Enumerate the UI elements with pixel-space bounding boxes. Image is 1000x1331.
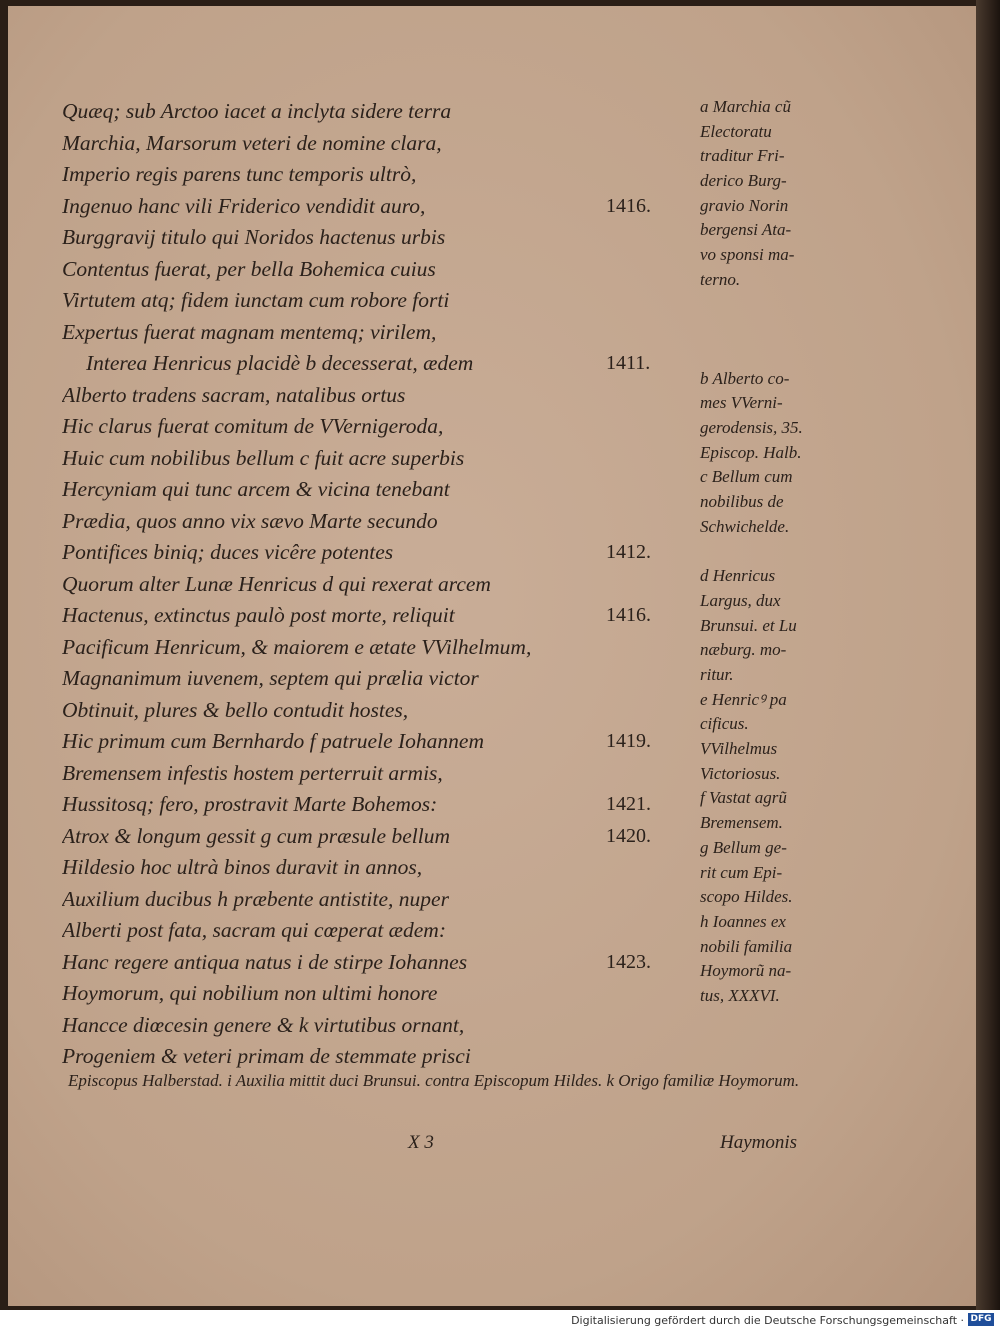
verse-column xyxy=(62,96,622,1073)
verse-line: Hic primum cum Bernhardo f patruele Iohannem xyxy=(62,729,484,753)
side-note-line: VVilhelmus xyxy=(700,739,778,759)
year-marker: 1416. xyxy=(606,604,651,626)
side-note-line: ritur. xyxy=(700,665,734,685)
side-note-line: terno. xyxy=(700,269,741,289)
side-note-line: Electoratu xyxy=(700,121,772,141)
side-note-line: Episcop. Halb. xyxy=(700,442,802,462)
verse-line: Hancce diœcesin genere & k virtutibus ornant, xyxy=(62,1012,465,1037)
verse-line: Pacificum Henricum, & maiorem e ætate VVilhelmum, xyxy=(62,634,532,659)
verse-line: Atrox & longum gessit g cum præsule bellum xyxy=(62,823,450,848)
verse-line: Hildesio hoc ultrà binos duravit in annos, xyxy=(62,855,423,879)
verse-line: Imperio regis parens tunc temporis ultrò, xyxy=(62,162,417,186)
verse-line: Virtutem atq; fidem iunctam cum robore forti xyxy=(62,288,450,312)
year-marker: 1423. xyxy=(606,950,651,973)
verse-line: Hactenus, extinctus paulò post morte, reliquit xyxy=(62,603,455,627)
side-note-line: gravio Norin xyxy=(700,195,789,215)
verse-line: Alberti post fata, sacram qui cœperat ædem: xyxy=(62,918,446,942)
year-marker: 1412. xyxy=(606,541,651,563)
verse-line: Prædia, quos anno vix sævo Marte secundo xyxy=(62,508,438,533)
verse-line: Hic clarus fuerat comitum de VVernigeroda, xyxy=(62,414,444,438)
side-note-line: g Bellum ge- xyxy=(700,837,787,857)
side-note-line: e Henricꝰ pa xyxy=(700,689,787,709)
verse-line: Auxilium ducibus h præbente antistite, nuper xyxy=(62,886,449,911)
side-note-block xyxy=(700,564,797,1008)
signature-mark: X 3 xyxy=(408,1132,434,1153)
verse-line: Magnanimum iuvenem, septem qui prælia victor xyxy=(62,666,479,690)
side-note-line: Schwichelde. xyxy=(700,516,790,536)
side-note-line: Largus, dux xyxy=(700,590,781,610)
verse-line: Alberto tradens sacram, natalibus ortus xyxy=(62,382,406,407)
verse-line: Huic cum nobilibus bellum c fuit acre superbis xyxy=(62,445,465,470)
side-note-block xyxy=(700,367,803,540)
side-note-line: mes VVerni- xyxy=(700,393,783,413)
side-note-line: a Marchia cũ xyxy=(700,97,791,116)
side-note-line: Bremensem. xyxy=(700,813,783,833)
side-note-line: scopo Hildes. xyxy=(700,887,793,907)
dfg-credit-text: Digitalisierung gefördert durch die Deutsche Forschungsgemeinschaft · xyxy=(571,1314,964,1327)
verse-line: Hussitosq; fero, prostravit Marte Bohemos: xyxy=(62,792,438,816)
verse-line: Hanc regere antiqua natus i de stirpe Iohannes xyxy=(62,949,468,974)
side-note-line: vo sponsi ma- xyxy=(700,245,795,265)
verse-line: Progeniem & veteri primam de stemmate prisci xyxy=(62,1044,471,1068)
side-note-line: næburg. mo- xyxy=(700,640,787,660)
verse-line: Contentus fuerat, per bella Bohemica cuius xyxy=(62,256,436,281)
side-note-line: h Ioannes ex xyxy=(700,911,786,931)
side-note-line: gerodensis, 35. xyxy=(700,418,803,438)
side-note-line: Hoymorũ na- xyxy=(700,961,792,981)
side-note-line: Victoriosus. xyxy=(700,763,781,783)
side-note-line: c Bellum cum xyxy=(700,467,793,487)
verse-line: Ingenuo hanc vili Friderico vendidit auro, xyxy=(62,193,426,218)
verse-line: Obtinuit, plures & bello contudit hostes, xyxy=(62,697,409,722)
verse-line: Pontifices biniq; duces vicêre potentes xyxy=(62,540,394,564)
verse-line: Interea Henricus placidè b decesserat, ædem xyxy=(86,351,474,375)
side-note-block xyxy=(700,95,794,293)
verse-line: Bremensem infestis hostem perterruit armis, xyxy=(62,760,443,785)
dfg-logo-icon: DFG xyxy=(968,1313,994,1326)
year-marker: 1420. xyxy=(606,824,651,847)
side-note-line: cificus. xyxy=(700,714,749,734)
side-note-line: b Alberto co- xyxy=(700,368,790,388)
verse-line: Expertus fuerat magnam mentemq; virilem, xyxy=(62,319,437,344)
side-note-line: tus, XXXVI. xyxy=(700,985,780,1005)
side-note-line: rit cum Epi- xyxy=(700,862,783,882)
side-note-line: d Henricus xyxy=(700,566,776,586)
side-note-line: derico Burg- xyxy=(700,171,787,191)
year-marker: 1416. xyxy=(606,194,651,217)
verse-line: Hoymorum, qui nobilium non ultimi honore xyxy=(62,981,438,1005)
verse-line: Hercyniam qui tunc arcem & vicina tenebant xyxy=(62,477,450,501)
catchword: Haymonis xyxy=(720,1132,798,1153)
side-note-line: nobilibus de xyxy=(700,492,784,512)
side-note-line: traditur Fri- xyxy=(700,146,785,166)
year-marker: 1411. xyxy=(606,352,651,374)
year-marker: 1419. xyxy=(606,730,651,752)
footnote: Episcopus Halberstad. i Auxilia mittit duci Brunsui. contra Episcopum Hildes. k Origo familiæ Hoymorum. xyxy=(68,1071,800,1090)
year-marker: 1421. xyxy=(606,793,651,815)
side-note-line: f Vastat agrũ xyxy=(700,788,787,808)
side-note-line: Brunsui. et Lu xyxy=(700,615,797,635)
page-edge-shadow xyxy=(976,0,1000,1310)
side-note-line: nobili familia xyxy=(700,936,793,956)
verse-line: Quæq; sub Arctoo iacet a inclyta sidere terra xyxy=(62,99,452,123)
verse-line: Marchia, Marsorum veteri de nomine clara, xyxy=(62,130,442,155)
verse-line: Quorum alter Lunæ Henricus d qui rexerat arcem xyxy=(62,571,491,596)
verse-line: Burggravij titulo qui Noridos hactenus urbis xyxy=(62,225,446,249)
side-note-line: bergensi Ata- xyxy=(700,220,792,240)
